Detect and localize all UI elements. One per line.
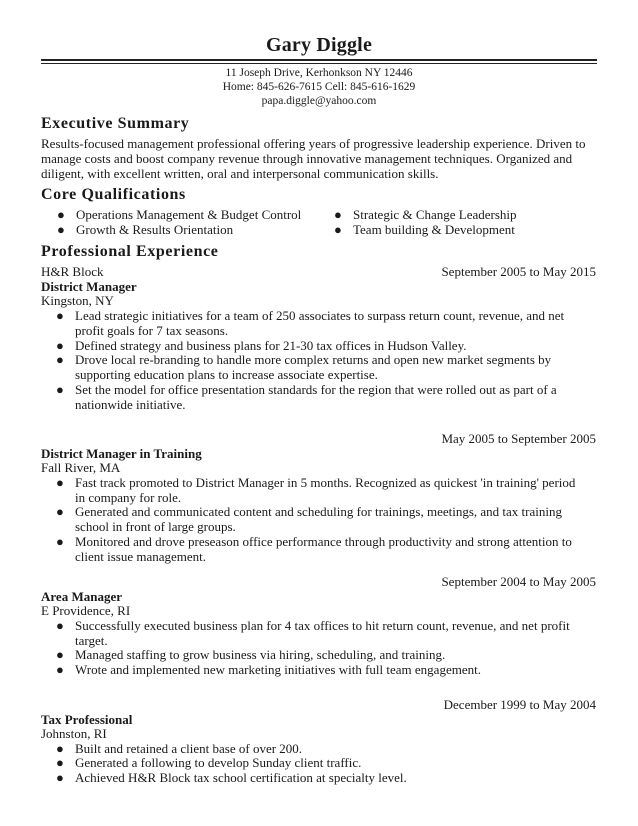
contact-phones: Home: 845-626-7615 Cell: 845-616-1629 — [222, 81, 416, 93]
job-bullet: ● Defined strategy and business plans for 21-30 tax offices in Hudson Valley. — [56, 338, 467, 353]
company-name: H&R Block — [41, 264, 104, 279]
bullet-icon: ● — [334, 207, 342, 222]
job-location: Fall River, MA — [41, 460, 121, 475]
summary-heading: Executive Summary — [41, 115, 190, 132]
job-title: Tax Professional — [41, 712, 133, 727]
job-dates: September 2005 to May 2015 — [441, 264, 596, 279]
bullet-icon: ● — [56, 382, 64, 397]
job-bullet: ● Lead strategic initiatives for a team of 250 associates to surpass return count, revenue, and net profit goals for 7 tax seasons. — [56, 308, 565, 338]
job-bullet: ● Built and retained a client base of over 200. — [56, 741, 303, 756]
bullet-icon: ● — [56, 504, 64, 519]
job-title: District Manager — [41, 279, 137, 294]
bullet-icon: ● — [56, 352, 64, 367]
summary-line: manage costs and boost company revenue through innovative management techniques. Organized and — [41, 151, 573, 166]
job-bullet: ● Successfully executed business plan for 4 tax offices to hit return count, revenue, and net profit target. — [56, 618, 570, 648]
qualification-item: ● Strategic & Change Leadership — [334, 207, 517, 222]
job-bullet: ● Drove local re-branding to handle more complex returns and open new market segments by supporting education plans to increase associate expertise. — [56, 352, 552, 382]
bullet-icon: ● — [56, 534, 64, 549]
bullet-icon: ● — [56, 618, 64, 633]
job-bullet: ● Generated a following to develop Sunday client traffic. — [56, 755, 362, 770]
bullet-icon: ● — [56, 741, 64, 756]
qualifications-heading: Core Qualifications — [41, 186, 186, 203]
summary-line: diligent, with excellent written, oral and interpersonal communication skills. — [41, 166, 439, 181]
job-dates: December 1999 to May 2004 — [443, 697, 596, 712]
bullet-icon: ● — [334, 222, 342, 237]
job-bullet: ● Fast track promoted to District Manager in 5 months. Recognized as quickest 'in training' period in company for role. — [56, 475, 576, 505]
job-bullet: ● Managed staffing to grow business via hiring, scheduling, and training. — [56, 647, 446, 662]
candidate-name: Gary Diggle — [265, 34, 373, 56]
job-location: Kingston, NY — [41, 293, 114, 308]
job-title: District Manager in Training — [41, 446, 202, 461]
qualification-item: ● Team building & Development — [334, 222, 515, 237]
experience-heading: Professional Experience — [41, 243, 219, 260]
summary-line: Results-focused management professional offering years of progressive leadership experience. Driven to — [41, 136, 586, 151]
header-rule-thick — [41, 59, 597, 61]
job-bullet: ● Wrote and implemented new marketing initiatives with full team engagement. — [56, 662, 481, 677]
bullet-icon: ● — [56, 475, 64, 490]
job-dates: May 2005 to September 2005 — [441, 431, 596, 446]
contact-address: 11 Joseph Drive, Kerhonkson NY 12446 — [225, 67, 413, 79]
job-bullet: ● Set the model for office presentation standards for the region that were rolled out as part of a nationwide initiative. — [56, 382, 557, 412]
bullet-icon: ● — [56, 338, 64, 353]
job-bullet: ● Achieved H&R Block tax school certification at specialty level. — [56, 770, 407, 785]
bullet-icon: ● — [56, 770, 64, 785]
bullet-icon: ● — [56, 662, 64, 677]
job-title: Area Manager — [41, 589, 122, 604]
bullet-icon: ● — [56, 647, 64, 662]
qualification-item: ● Growth & Results Orientation — [57, 222, 234, 237]
job-location: Johnston, RI — [41, 726, 107, 741]
qualification-item: ● Operations Management & Budget Control — [57, 207, 302, 222]
job-location: E Providence, RI — [41, 603, 131, 618]
job-bullet: ● Monitored and drove preseason office performance through productivity and strong attention to client issue management. — [56, 534, 572, 564]
job-bullet: ● Generated and communicated content and scheduling for trainings, meetings, and tax training school in front of large groups. — [56, 504, 562, 534]
bullet-icon: ● — [57, 222, 65, 237]
bullet-icon: ● — [56, 308, 64, 323]
contact-email: papa.diggle@yahoo.com — [261, 95, 377, 107]
bullet-icon: ● — [56, 755, 64, 770]
header-rule-thin — [41, 63, 597, 64]
job-dates: September 2004 to May 2005 — [441, 574, 596, 589]
bullet-icon: ● — [57, 207, 65, 222]
